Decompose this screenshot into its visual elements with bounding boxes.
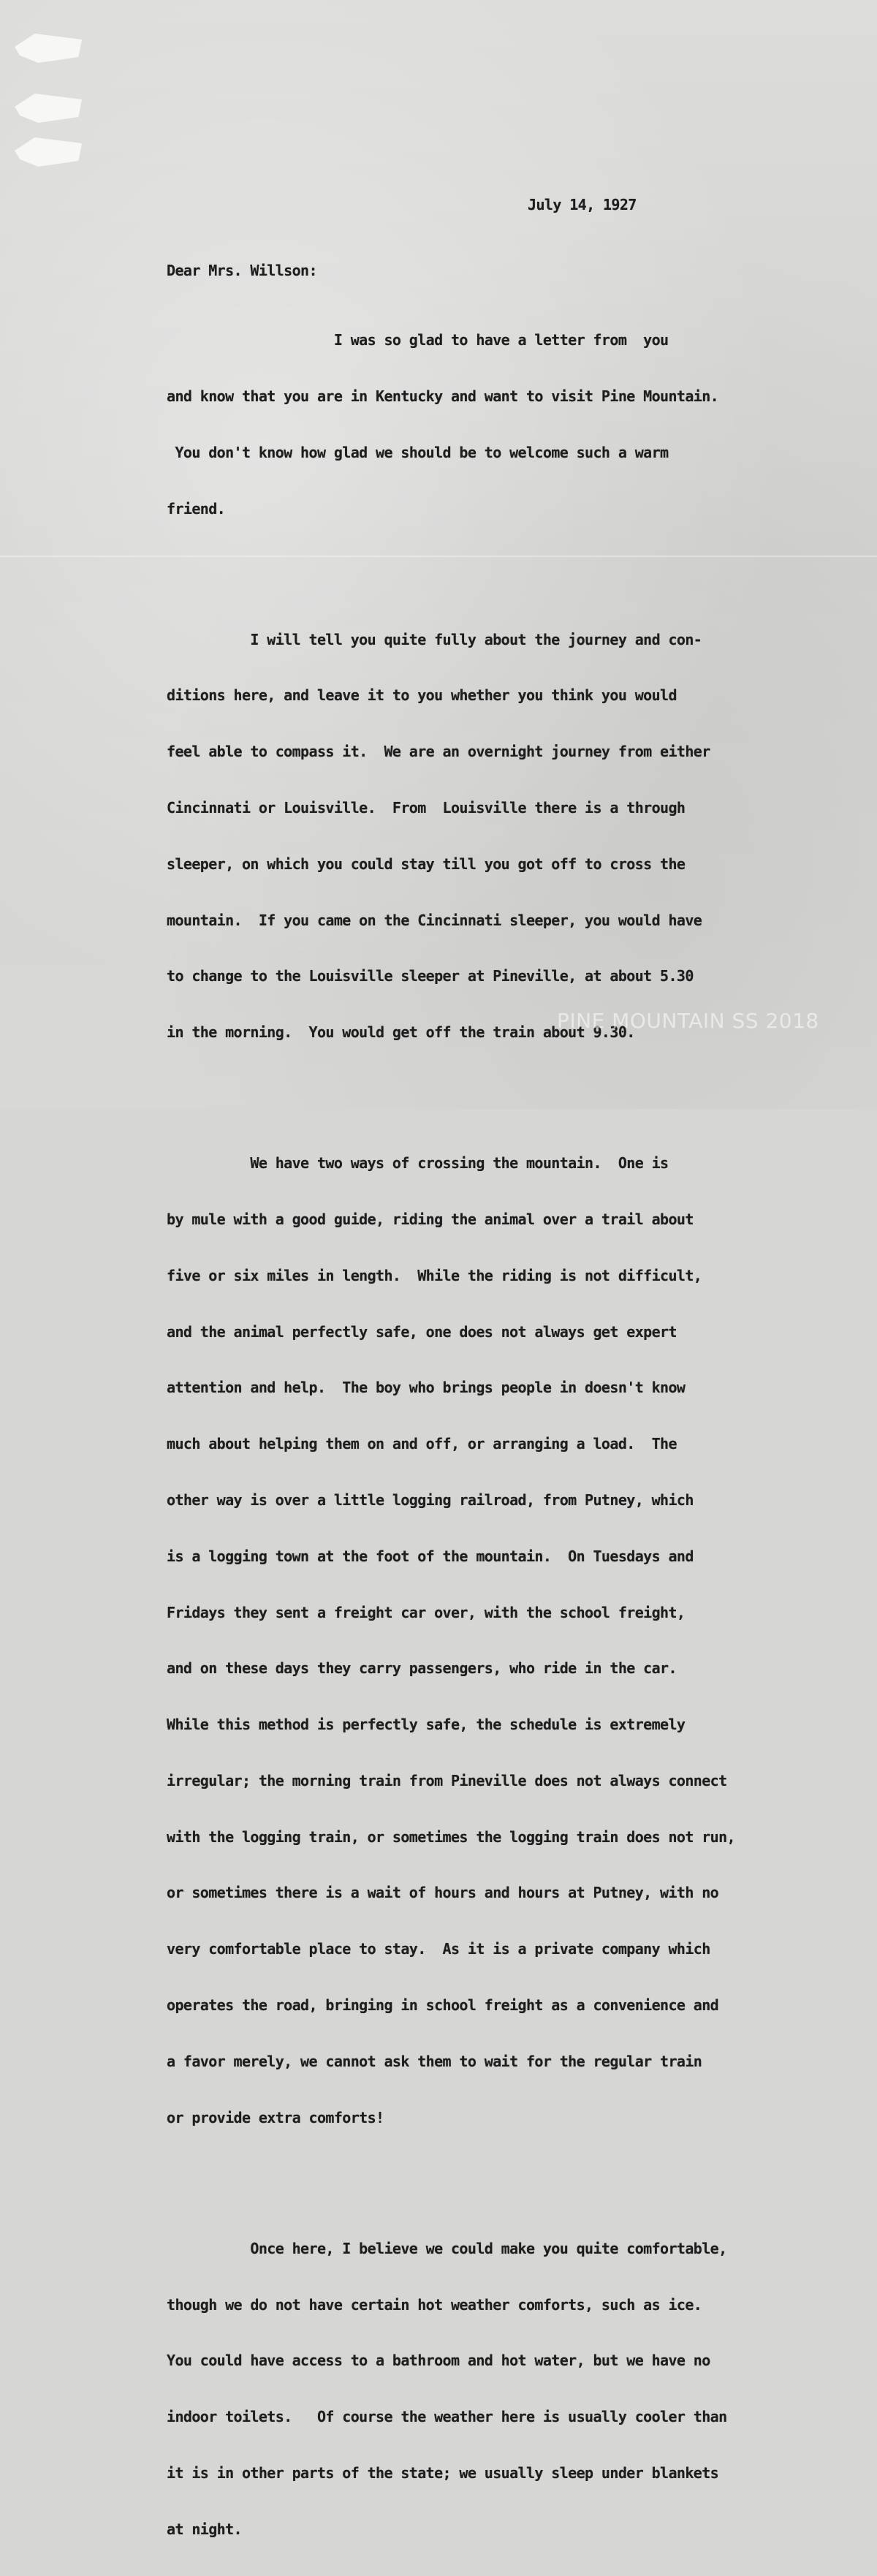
body-line: or provide extra comforts! bbox=[167, 2108, 384, 2126]
body-line: and know that you are in Kentucky and want to visit Pine Mountain. bbox=[167, 387, 719, 405]
body-line: ditions here, and leave it to you whether you think you would bbox=[167, 686, 677, 705]
body-line: I was so glad to have a letter from you bbox=[167, 331, 669, 349]
body-line: it is in other parts of the state; we usually sleep under blankets bbox=[167, 2463, 719, 2482]
body-line: attention and help. The boy who brings people in doesn't know bbox=[167, 1379, 686, 1397]
body-line: much about helping them on and off, or arranging a load. The bbox=[167, 1435, 677, 1453]
body-line: I will tell you quite fully about the journey and con- bbox=[167, 630, 702, 648]
letter-salutation: Dear Mrs. Willson: bbox=[167, 262, 317, 279]
paragraph-gap bbox=[167, 556, 735, 575]
body-line: operates the road, bringing in school freight as a convenience and bbox=[167, 1996, 719, 2015]
body-line: very comfortable place to stay. As it is a private company which bbox=[167, 1940, 710, 1958]
body-line: to change to the Louisville sleeper at Pineville, at about 5.30 bbox=[167, 967, 694, 985]
punch-hole bbox=[15, 137, 82, 167]
letter-body bbox=[167, 294, 735, 2576]
body-line: While this method is perfectly safe, the schedule is extremely bbox=[167, 1716, 686, 1734]
body-line: other way is over a little logging railroad, from Putney, which bbox=[167, 1491, 694, 1509]
body-line: in the morning. You would get off the train about 9.30. bbox=[167, 1023, 635, 1042]
body-line: Once here, I believe we could make you quite comfortable, bbox=[167, 2239, 727, 2257]
body-line: with the logging train, or sometimes the logging train does not run, bbox=[167, 1827, 735, 1846]
body-line: friend. bbox=[167, 499, 226, 518]
body-line: We have two ways of crossing the mountain. One is bbox=[167, 1154, 669, 1173]
body-line: Cincinnati or Louisville. From Louisville there is a through bbox=[167, 799, 686, 817]
body-line: You could have access to a bathroom and hot water, but we have no bbox=[167, 2352, 710, 2370]
body-line: at night. bbox=[167, 2520, 242, 2538]
body-line: You don't know how glad we should be to welcome such a warm bbox=[167, 443, 669, 461]
watermark: PINE MOUNTAIN SS 2018 bbox=[557, 1009, 819, 1033]
punch-hole bbox=[15, 34, 82, 63]
body-line: mountain. If you came on the Cincinnati sleeper, you would have bbox=[167, 911, 702, 929]
letter-date: July 14, 1927 bbox=[528, 196, 637, 213]
body-line: irregular; the morning train from Pineville does not always connect bbox=[167, 1771, 727, 1789]
body-line: is a logging town at the foot of the mountain. On Tuesdays and bbox=[167, 1547, 694, 1565]
paragraph-gap bbox=[167, 1080, 735, 1099]
paragraph-gap bbox=[167, 2164, 735, 2183]
body-line: and the animal perfectly safe, one does not always get expert bbox=[167, 1322, 677, 1341]
body-line: feel able to compass it. We are an overnight journey from either bbox=[167, 743, 710, 761]
body-line: by mule with a good guide, riding the animal over a trail about bbox=[167, 1211, 694, 1229]
body-line: Fridays they sent a freight car over, with the school freight, bbox=[167, 1603, 686, 1621]
body-line: or sometimes there is a wait of hours and hours at Putney, with no bbox=[167, 1884, 719, 1902]
body-line: though we do not have certain hot weather comforts, such as ice. bbox=[167, 2295, 702, 2314]
punch-hole bbox=[15, 94, 82, 123]
body-line: sleeper, on which you could stay till you got off to cross the bbox=[167, 855, 686, 873]
body-line: five or six miles in length. While the riding is not difficult, bbox=[167, 1266, 702, 1284]
body-line: indoor toilets. Of course the weather here is usually cooler than bbox=[167, 2408, 727, 2426]
body-line: a favor merely, we cannot ask them to wait for the regular train bbox=[167, 2052, 702, 2070]
body-line: and on these days they carry passengers, who ride in the car. bbox=[167, 1659, 677, 1678]
